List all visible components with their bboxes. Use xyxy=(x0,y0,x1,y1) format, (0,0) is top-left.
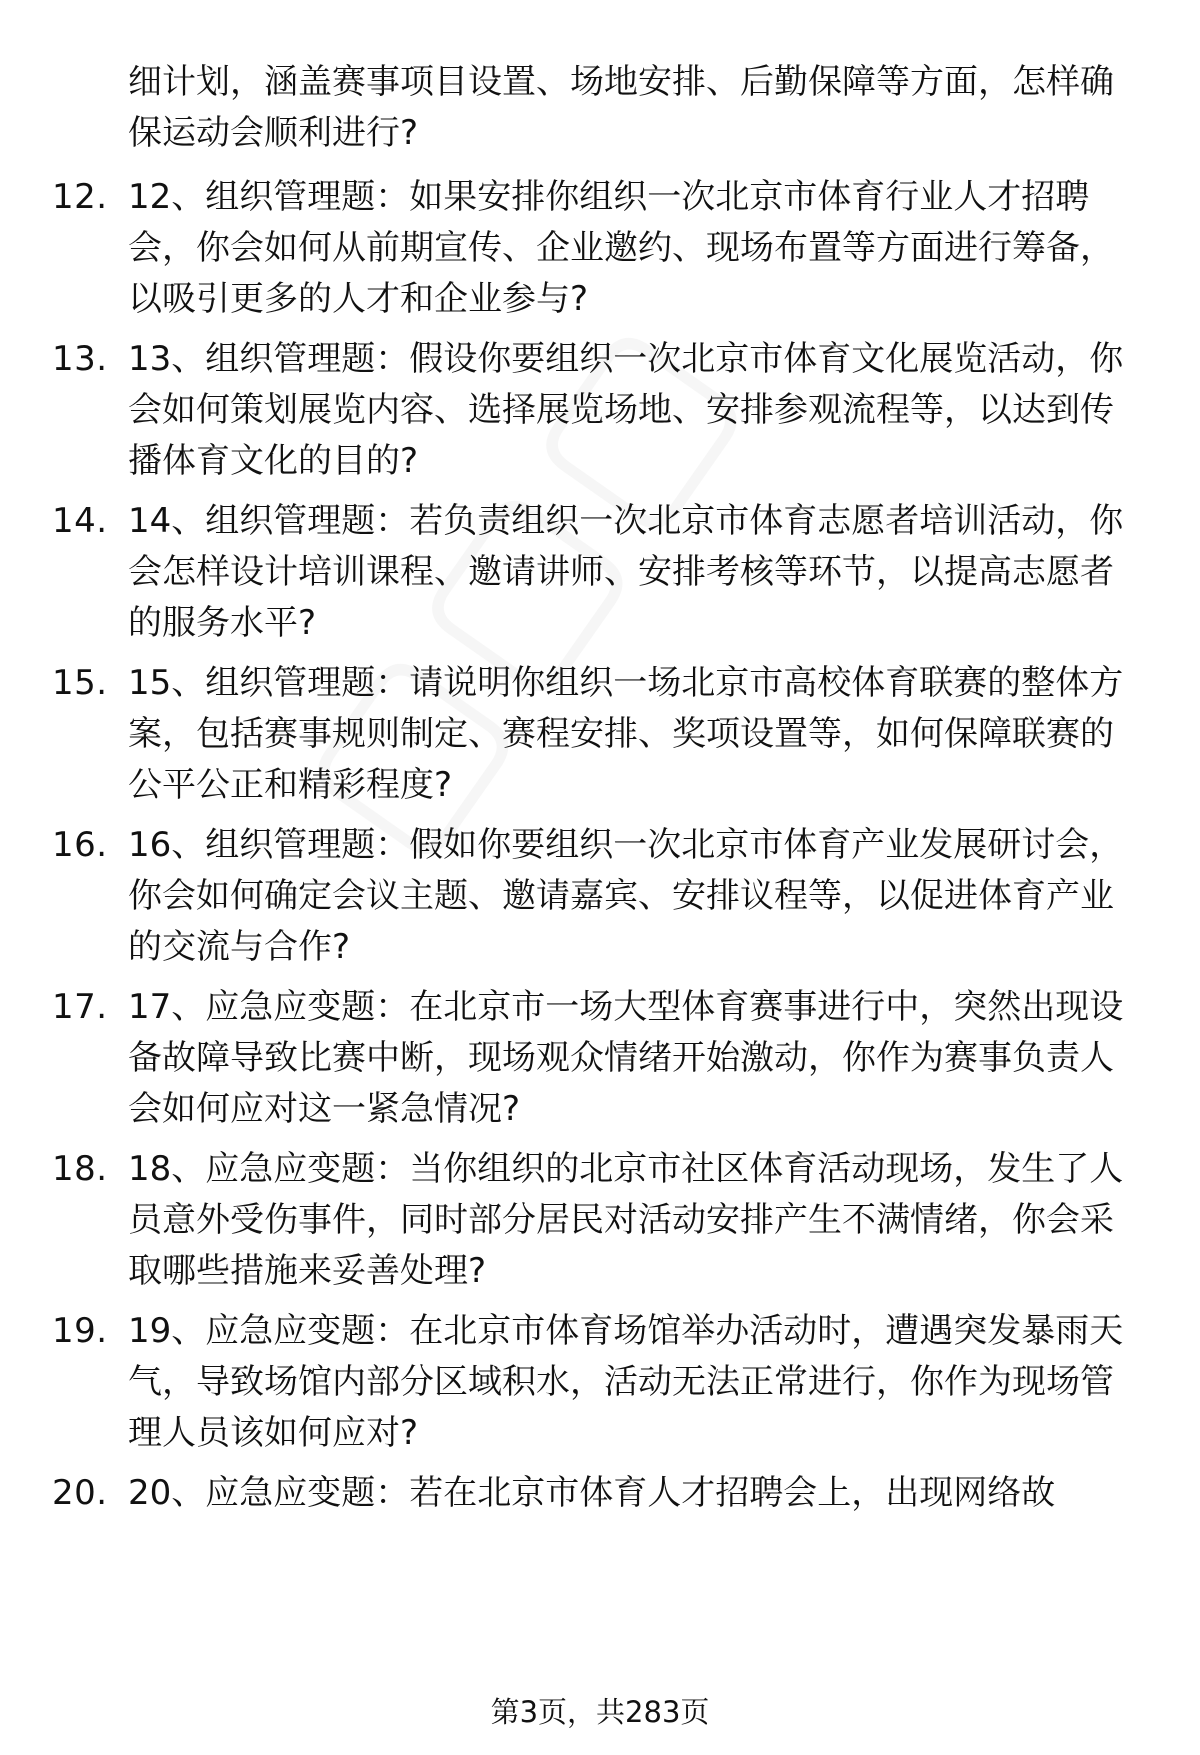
question-text: 16、组织管理题：假如你要组织一次北京市体育产业发展研讨会，你会如何确定会议主题、邀请嘉宾、安排议程等，以促进体育产业的交流与合作? xyxy=(128,825,1124,967)
question-number: 19. xyxy=(52,1311,108,1351)
question-text: 13、组织管理题：假设你要组织一次北京市体育文化展览活动，你会如何策划展览内容、选择展览场地、安排参观流程等，以达到传播体育文化的目的? xyxy=(128,339,1124,481)
question-text: 17、应急应变题：在北京市一场大型体育赛事进行中，突然出现设备故障导致比赛中断，现场观众情绪开始激动，你作为赛事负责人会如何应对这一紧急情况? xyxy=(128,987,1124,1129)
question-text: 15、组织管理题：请说明你组织一场北京市高校体育联赛的整体方案，包括赛事规则制定、赛程安排、奖项设置等，如何保障联赛的公平公正和精彩程度? xyxy=(128,663,1124,805)
continuation-text: 细计划，涵盖赛事项目设置、场地安排、后勤保障等方面，怎样确保运动会顺利进行? xyxy=(128,62,1114,153)
page-footer: 第3页，共283页 xyxy=(490,1695,710,1729)
question-number: 18. xyxy=(52,1149,108,1189)
question-number: 13. xyxy=(52,339,108,379)
question-number: 16. xyxy=(52,825,108,865)
question-text: 18、应急应变题：当你组织的北京市社区体育活动现场，发生了人员意外受伤事件，同时部分居民对活动安排产生不满情绪，你会采取哪些措施来妥善处理? xyxy=(128,1149,1124,1291)
question-text: 19、应急应变题：在北京市体育场馆举办活动时，遭遇突发暴雨天气，导致场馆内部分区域积水，活动无法正常进行，你作为现场管理人员该如何应对? xyxy=(128,1311,1124,1453)
question-number: 15. xyxy=(52,663,108,703)
question-text: 14、组织管理题：若负责组织一次北京市体育志愿者培训活动，你会怎样设计培训课程、邀请讲师、安排考核等环节，以提高志愿者的服务水平? xyxy=(128,501,1124,643)
question-text: 20、应急应变题：若在北京市体育人才招聘会上，出现网络故 xyxy=(128,1473,1056,1513)
question-number: 14. xyxy=(52,501,108,541)
question-number: 12. xyxy=(52,177,108,217)
question-text: 12、组织管理题：如果安排你组织一次北京市体育行业人才招聘会，你会如何从前期宣传、企业邀约、现场布置等方面进行筹备，以吸引更多的人才和企业参与? xyxy=(128,177,1114,319)
question-number: 17. xyxy=(52,987,108,1027)
question-number: 20. xyxy=(52,1473,108,1513)
